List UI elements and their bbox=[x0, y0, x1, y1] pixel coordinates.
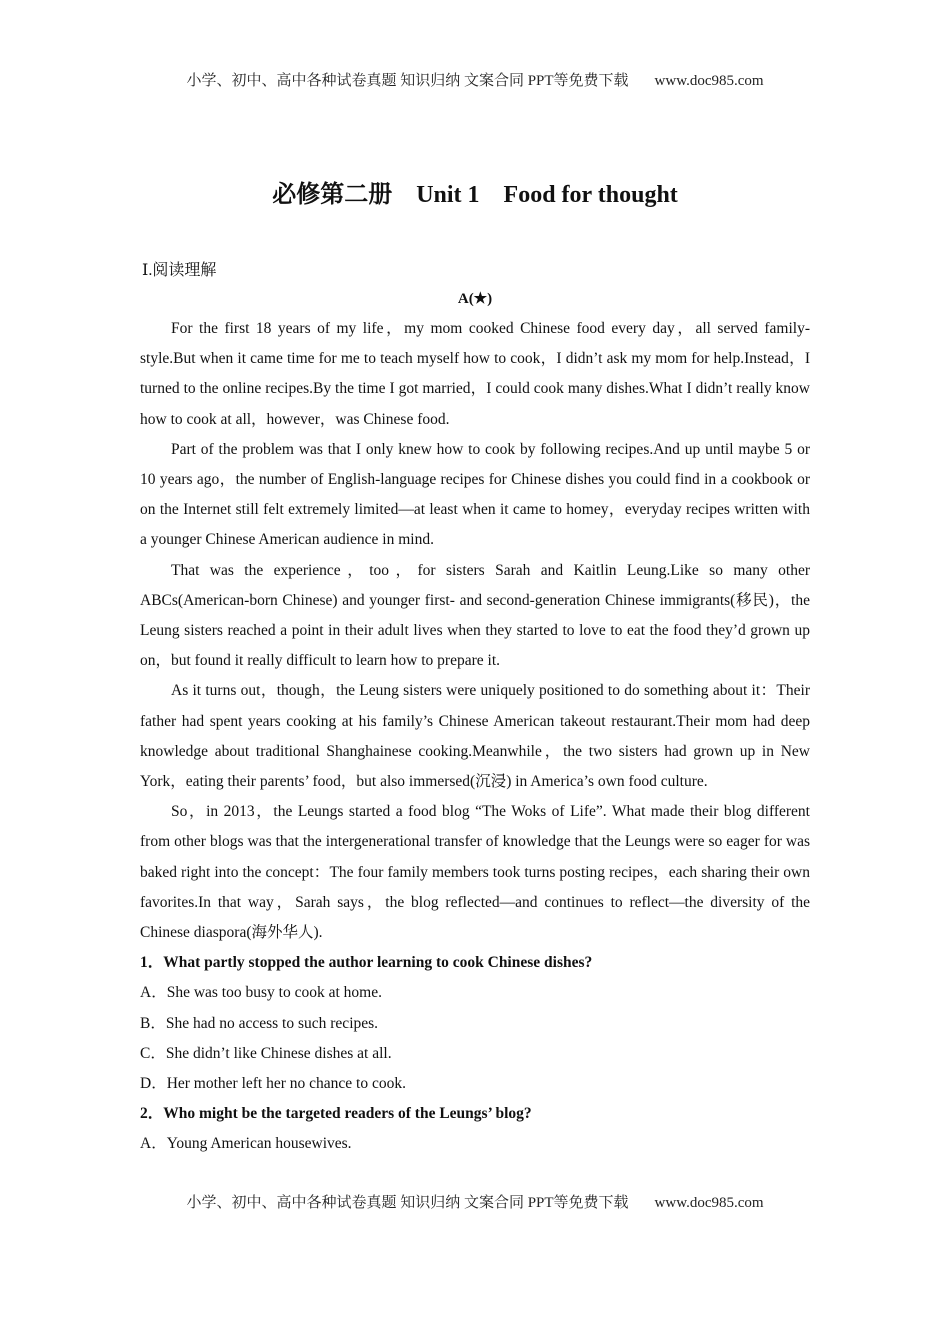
reading-content bbox=[140, 314, 810, 1160]
paragraph-4: As it turns out，though，the Leung sisters were uniquely positioned to do something about it：Their father had spent years cooking at his family’s Chinese American takeout restaurant.Their mom had deep knowledge about traditional Shanghainese cooking.Meanwhile，the two sisters had grown up in New York，eating their parents’ food，but also immersed(沉浸) in America’s own food culture. bbox=[140, 682, 810, 791]
question-2-option-a: A．Young American housewives. bbox=[140, 1135, 352, 1153]
footer-text: 小学、初中、高中各种试卷真题 知识归纳 文案合同 PPT等免费下载 bbox=[186, 1195, 629, 1211]
question-1-stem: 1．What partly stopped the author learning to cook Chinese dishes? bbox=[140, 954, 593, 972]
question-1-option-a: A．She was too busy to cook at home. bbox=[140, 984, 382, 1002]
passage-label: A(★) bbox=[457, 291, 493, 307]
question-2-stem: 2．Who might be the targeted readers of the Leungs’ blog? bbox=[140, 1105, 532, 1123]
header-text: 小学、初中、高中各种试卷真题 知识归纳 文案合同 PPT等免费下载 bbox=[186, 73, 629, 89]
header-url[interactable]: www.doc985.com bbox=[654, 73, 764, 89]
section-heading: Ⅰ.阅读理解 bbox=[142, 262, 217, 279]
paragraph-2: Part of the problem was that I only knew how to cook by following recipes.And up until maybe 5 or 10 years ago，the number of English-language recipes for Chinese dishes you could find in a cookbook or on the Internet still felt extremely limited—at least when it came to homey，everyday recipes written with a younger Chinese American audience in mind. bbox=[140, 440, 810, 549]
running-header bbox=[0, 69, 950, 90]
question-1-option-c: C．She didn’t like Chinese dishes at all. bbox=[140, 1044, 392, 1062]
paragraph-3: That was the experience，too，for sisters Sarah and Kaitlin Leung.Like so many other ABCs(American-born Chinese) and younger first- and second-generation Chinese immigrants(移民)，the Leung sisters reached a point in their adult lives when they started to love to eat the food they’d grown up on，but found it really difficult to learn how to prepare it. bbox=[140, 561, 810, 670]
question-1-option-d: D．Her mother left her no chance to cook. bbox=[140, 1075, 406, 1093]
footer-url[interactable]: www.doc985.com bbox=[654, 1195, 764, 1211]
paragraph-5: So，in 2013，the Leungs started a food blog “The Woks of Life”. What made their blog different from other blogs was that the intergenerational transfer of knowledge that the Leungs were so eager for was baked right into the concept：The four family members took turns posting recipes，each sharing their own favorites.In that way，Sarah says，the blog reflected—and continues to reflect—the diversity of the Chinese diaspora(海外华人). bbox=[140, 803, 810, 942]
document-title: 必修第二册 Unit 1 Food for thought bbox=[272, 182, 678, 208]
question-1-option-b: B．She had no access to such recipes. bbox=[140, 1014, 379, 1032]
running-footer bbox=[0, 1191, 950, 1212]
paragraph-1: For the first 18 years of my life，my mom cooked Chinese food every day，all served family-style.But when it came time for me to teach myself how to cook，I didn’t ask my mom for help.Instead，I turned to the online recipes.By the time I got married，I could cook many dishes.What I didn’t really know how to cook at all，however，was Chinese food. bbox=[140, 320, 810, 428]
